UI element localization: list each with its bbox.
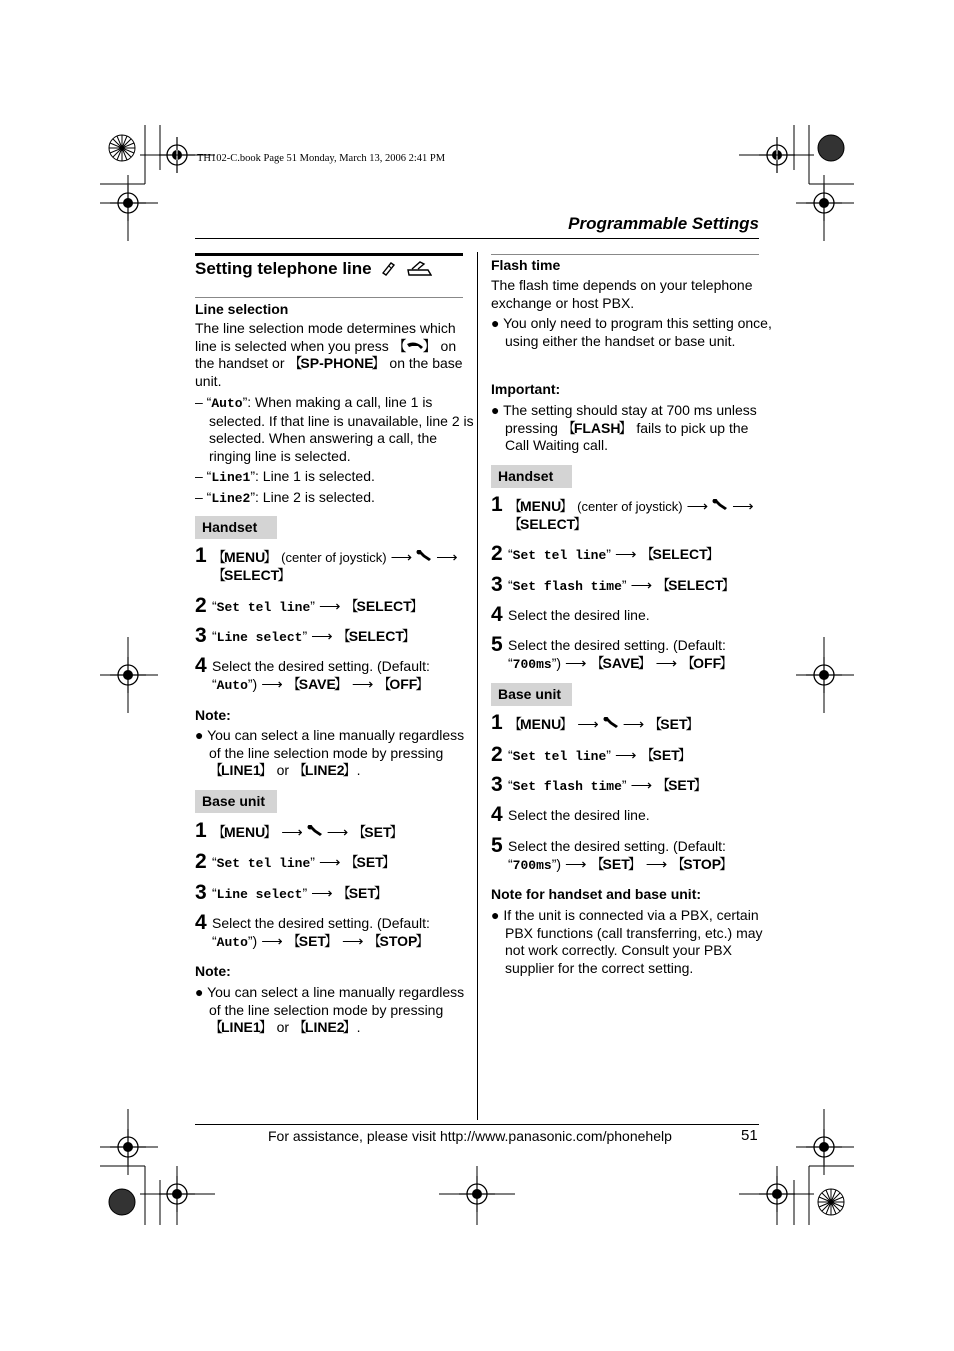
base-left-step-4: Select the desired setting. (Default: “Auto”) ⟶【 SET 】 ⟶【 STOP 】 bbox=[212, 915, 467, 951]
handset-label-right: Handset bbox=[491, 465, 572, 488]
footer-assist: For assistance, please visit http://www.panasonic.com/phonehelp bbox=[268, 1128, 672, 1144]
wrench-icon bbox=[416, 550, 432, 562]
wrench-icon bbox=[603, 717, 619, 729]
step-number: 2 bbox=[195, 594, 207, 617]
handset-icon bbox=[376, 259, 404, 278]
right-top-rule bbox=[491, 254, 759, 255]
line-selection-heading: Line selection bbox=[195, 301, 289, 317]
column-divider bbox=[477, 252, 478, 1120]
step-number: 2 bbox=[195, 850, 207, 873]
step-number: 4 bbox=[491, 803, 503, 826]
step-number: 2 bbox=[491, 743, 503, 766]
step-number: 3 bbox=[491, 773, 503, 796]
talk-key bbox=[393, 338, 437, 354]
note-heading: Note: bbox=[195, 963, 231, 979]
base-right-step-3: “Set flash time” ⟶【 SET 】 bbox=[508, 777, 707, 796]
handset-label-left: Handset bbox=[195, 516, 277, 539]
base-left-step-3: “Line select” ⟶【 SET 】 bbox=[212, 885, 388, 904]
step-number: 1 bbox=[491, 493, 503, 516]
step-number: 5 bbox=[491, 834, 503, 857]
sp-phone-key: 【 SP-PHONE 】 bbox=[288, 355, 385, 371]
flash-time-intro: The flash time depends on your telephone exchange or host PBX. bbox=[491, 277, 753, 311]
handset-left-step-4: Select the desired setting. (Default: “Auto”) ⟶【 SAVE 】 ⟶【 OFF 】 bbox=[212, 658, 467, 694]
important-heading: Important: bbox=[491, 381, 561, 397]
base-unit-label-left: Base unit bbox=[195, 790, 277, 813]
flash-time-heading: Flash time bbox=[491, 257, 561, 273]
wrench-icon bbox=[712, 499, 728, 511]
step-number: 3 bbox=[491, 573, 503, 596]
base-left-step-1: 【 MENU 】 ⟶ ⟶【 SET 】 bbox=[212, 824, 404, 842]
note-text-base: ● You can select a line manually regardless of the line selection mode by pressing 【 LINE1 】 or 【 LINE2 】 . bbox=[195, 984, 477, 1037]
handset-right-step-4: Select the desired line. bbox=[508, 607, 650, 623]
step-number: 1 bbox=[195, 819, 207, 842]
step-number: 1 bbox=[491, 711, 503, 734]
base-left-step-2: “Set tel line” ⟶【 SET 】 bbox=[212, 854, 396, 873]
step-number: 4 bbox=[195, 654, 207, 677]
handset-right-step-1: 【 MENU 】 (center of joystick) ⟶ ⟶ 【 SELECT 】 bbox=[508, 498, 763, 533]
note-both-heading: Note for handset and base unit: bbox=[491, 886, 702, 902]
base-right-step-4: Select the desired line. bbox=[508, 807, 650, 823]
base-right-step-5: Select the desired setting. (Default: “700ms”) ⟶【 SET 】 ⟶【 STOP 】 bbox=[508, 838, 763, 874]
step-number: 3 bbox=[195, 881, 207, 904]
note-text-handset: ● You can select a line manually regardless of the line selection mode by pressing 【 LINE1 】 or 【 LINE2 】 . bbox=[195, 727, 477, 780]
handset-right-step-2: “Set tel line” ⟶【 SELECT 】 bbox=[508, 546, 720, 565]
handset-left-step-1: 【 MENU 】 (center of joystick) ⟶ ⟶ 【 SELECT 】 bbox=[212, 549, 467, 584]
print-header: TH102-C.book Page 51 Monday, March 13, 2006 2:41 PM bbox=[197, 153, 446, 164]
note-heading: Note: bbox=[195, 707, 231, 723]
base-right-step-2: “Set tel line” ⟶【 SET 】 bbox=[508, 747, 692, 766]
page-number: 51 bbox=[741, 1127, 758, 1144]
option-line2: – “Line2”: Line 2 is selected. bbox=[195, 489, 375, 506]
talk-key-icon bbox=[405, 341, 425, 351]
handset-left-step-2: “Set tel line” ⟶【 SELECT 】 bbox=[212, 598, 424, 617]
title-underline bbox=[195, 297, 463, 298]
handset-left-step-3: “Line select” ⟶【 SELECT 】 bbox=[212, 628, 416, 647]
footer-rule bbox=[195, 1124, 759, 1125]
flash-time-bullet: ● You only need to program this setting once, using either the handset or base unit. bbox=[491, 315, 772, 349]
option-auto: – “Auto”: When making a call, line 1 is selected. If that line is unavailable, line 2 is selected. When answering a call, the ringing line is selected. bbox=[195, 394, 474, 464]
handset-right-step-5: Select the desired setting. (Default: “700ms”) ⟶【 SAVE 】 ⟶【 OFF 】 bbox=[508, 637, 763, 673]
section-header: Programmable Settings bbox=[568, 214, 759, 233]
step-number: 4 bbox=[195, 911, 207, 934]
base-unit-label-right: Base unit bbox=[491, 683, 572, 706]
step-number: 4 bbox=[491, 603, 503, 626]
important-text: ● The setting should stay at 700 ms unless pressing 【 FLASH 】 fails to pick up the Call Waiting call. bbox=[491, 402, 773, 455]
step-number: 3 bbox=[195, 624, 207, 647]
wrench-icon bbox=[307, 825, 323, 837]
step-number: 1 bbox=[195, 544, 207, 567]
step-number: 5 bbox=[491, 633, 503, 656]
base-right-step-1: 【 MENU 】 ⟶ ⟶【 SET 】 bbox=[508, 716, 700, 734]
line-selection-intro: The line selection mode determines which line is selected when you press 【 】 on the handset or 【 SP-PHONE 】 on the base unit. bbox=[195, 320, 463, 390]
note-both-text: ● If the unit is connected via a PBX, certain PBX functions (call transferring, etc.) may not work correctly. Consult your PBX supplier for the correct setting. bbox=[491, 907, 763, 976]
main-title bbox=[195, 259, 432, 279]
step-number: 2 bbox=[491, 542, 503, 565]
header-rule bbox=[195, 238, 759, 239]
title-rule bbox=[195, 253, 463, 256]
base-unit-icon bbox=[404, 259, 432, 278]
handset-right-step-3: “Set flash time” ⟶【 SELECT 】 bbox=[508, 577, 735, 596]
main-title-text: Setting telephone line bbox=[195, 259, 372, 278]
option-line1: – “Line1”: Line 1 is selected. bbox=[195, 468, 375, 485]
